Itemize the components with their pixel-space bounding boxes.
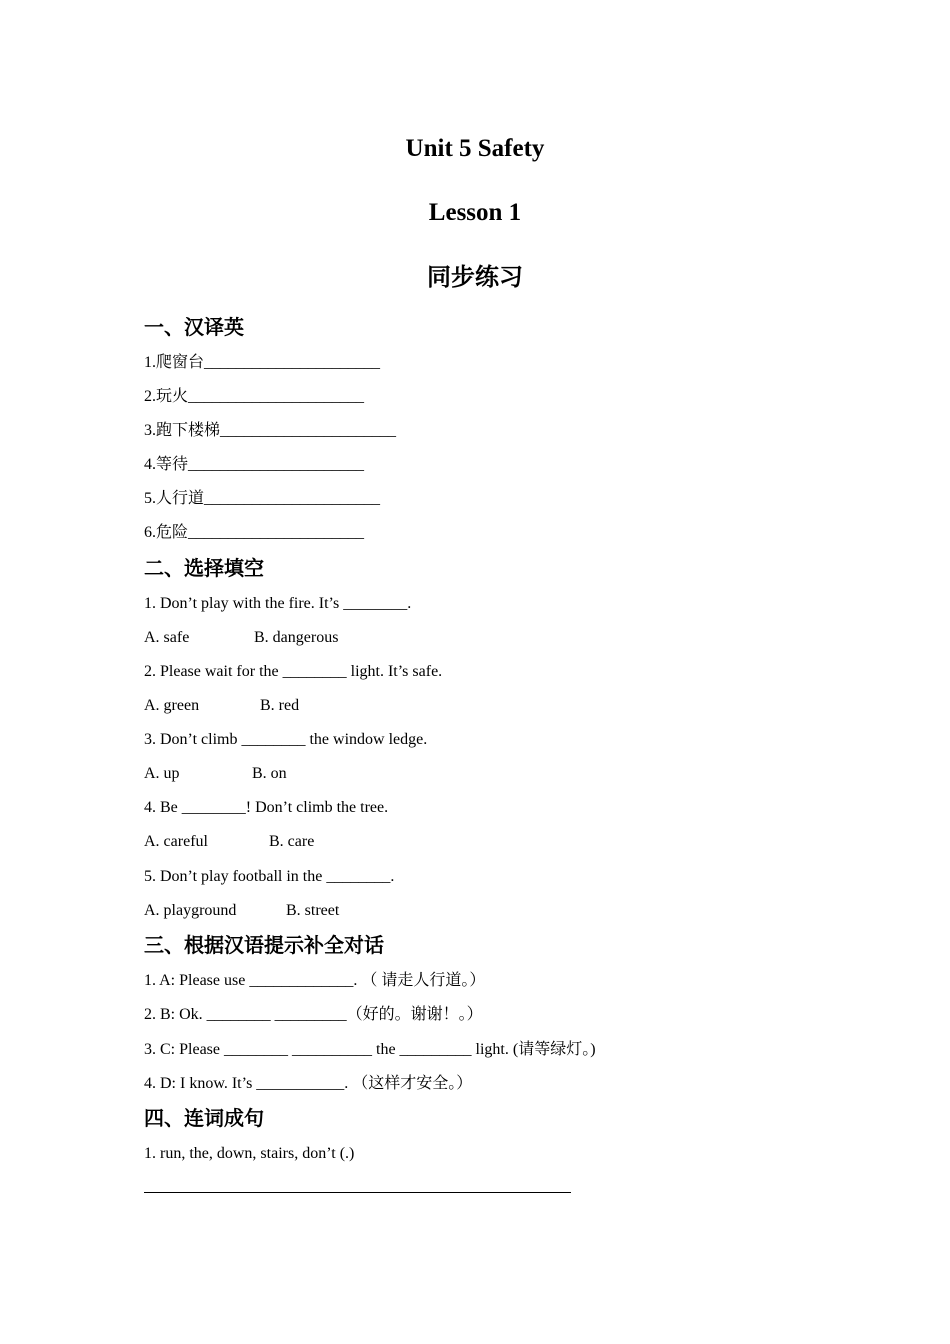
option-b: B. red [260,697,300,714]
option-b: B. street [286,902,340,919]
translate-item: 2.玩火______________________ [144,388,365,405]
translate-item: 6.危险______________________ [144,524,365,541]
translate-item: 4.等待______________________ [144,456,365,473]
option-b: B. care [269,833,315,850]
section-heading-sentence: 四、连词成句 [144,1106,264,1130]
unit-title: Unit 5 Safety [405,135,545,162]
dialogue-item: 2. B: Ok. ________ _________（好的。谢谢！。） [144,1006,483,1023]
choice-options [144,763,287,785]
translate-item: 3.跑下楼梯______________________ [144,422,397,439]
option-a: A. safe [144,629,190,646]
option-b: B. dangerous [254,629,339,646]
worksheet-subtitle: 同步练习 [427,263,523,291]
dialogue-item: 3. C: Please ________ __________ the _________ light. (请等绿灯。) [144,1041,596,1058]
option-a: A. careful [144,833,208,850]
translate-item: 5.人行道______________________ [144,490,381,507]
dialogue-item: 1. A: Please use _____________. （ 请走人行道。） [144,972,486,989]
section-heading-translate: 一、汉译英 [144,315,244,339]
option-a: A. green [144,697,200,714]
choice-options [144,900,340,922]
choice-options [144,627,339,649]
dialogue-item: 4. D: I know. It’s ___________. （这样才安全。） [144,1075,473,1092]
option-a: A. up [144,765,180,782]
option-b: B. on [252,765,287,782]
choice-options [144,695,300,717]
lesson-title: Lesson 1 [428,199,522,226]
choice-options [144,831,315,853]
translate-item: 1.爬窗台______________________ [144,354,381,371]
choice-question: 2. Please wait for the ________ light. It’s safe. [144,663,443,680]
choice-question: 4. Be ________! Don’t climb the tree. [144,799,389,816]
section-heading-choice: 二、选择填空 [144,556,264,580]
sentence-item: 1. run, the, down, stairs, don’t (.) [144,1145,355,1162]
section-heading-dialogue: 三、根据汉语提示补全对话 [144,933,384,957]
choice-question: 3. Don’t climb ________ the window ledge. [144,731,428,748]
option-a: A. playground [144,902,237,919]
choice-question: 5. Don’t play football in the ________. [144,868,395,885]
answer-blank-line [144,1192,571,1193]
choice-question: 1. Don’t play with the fire. It’s ________. [144,595,412,612]
